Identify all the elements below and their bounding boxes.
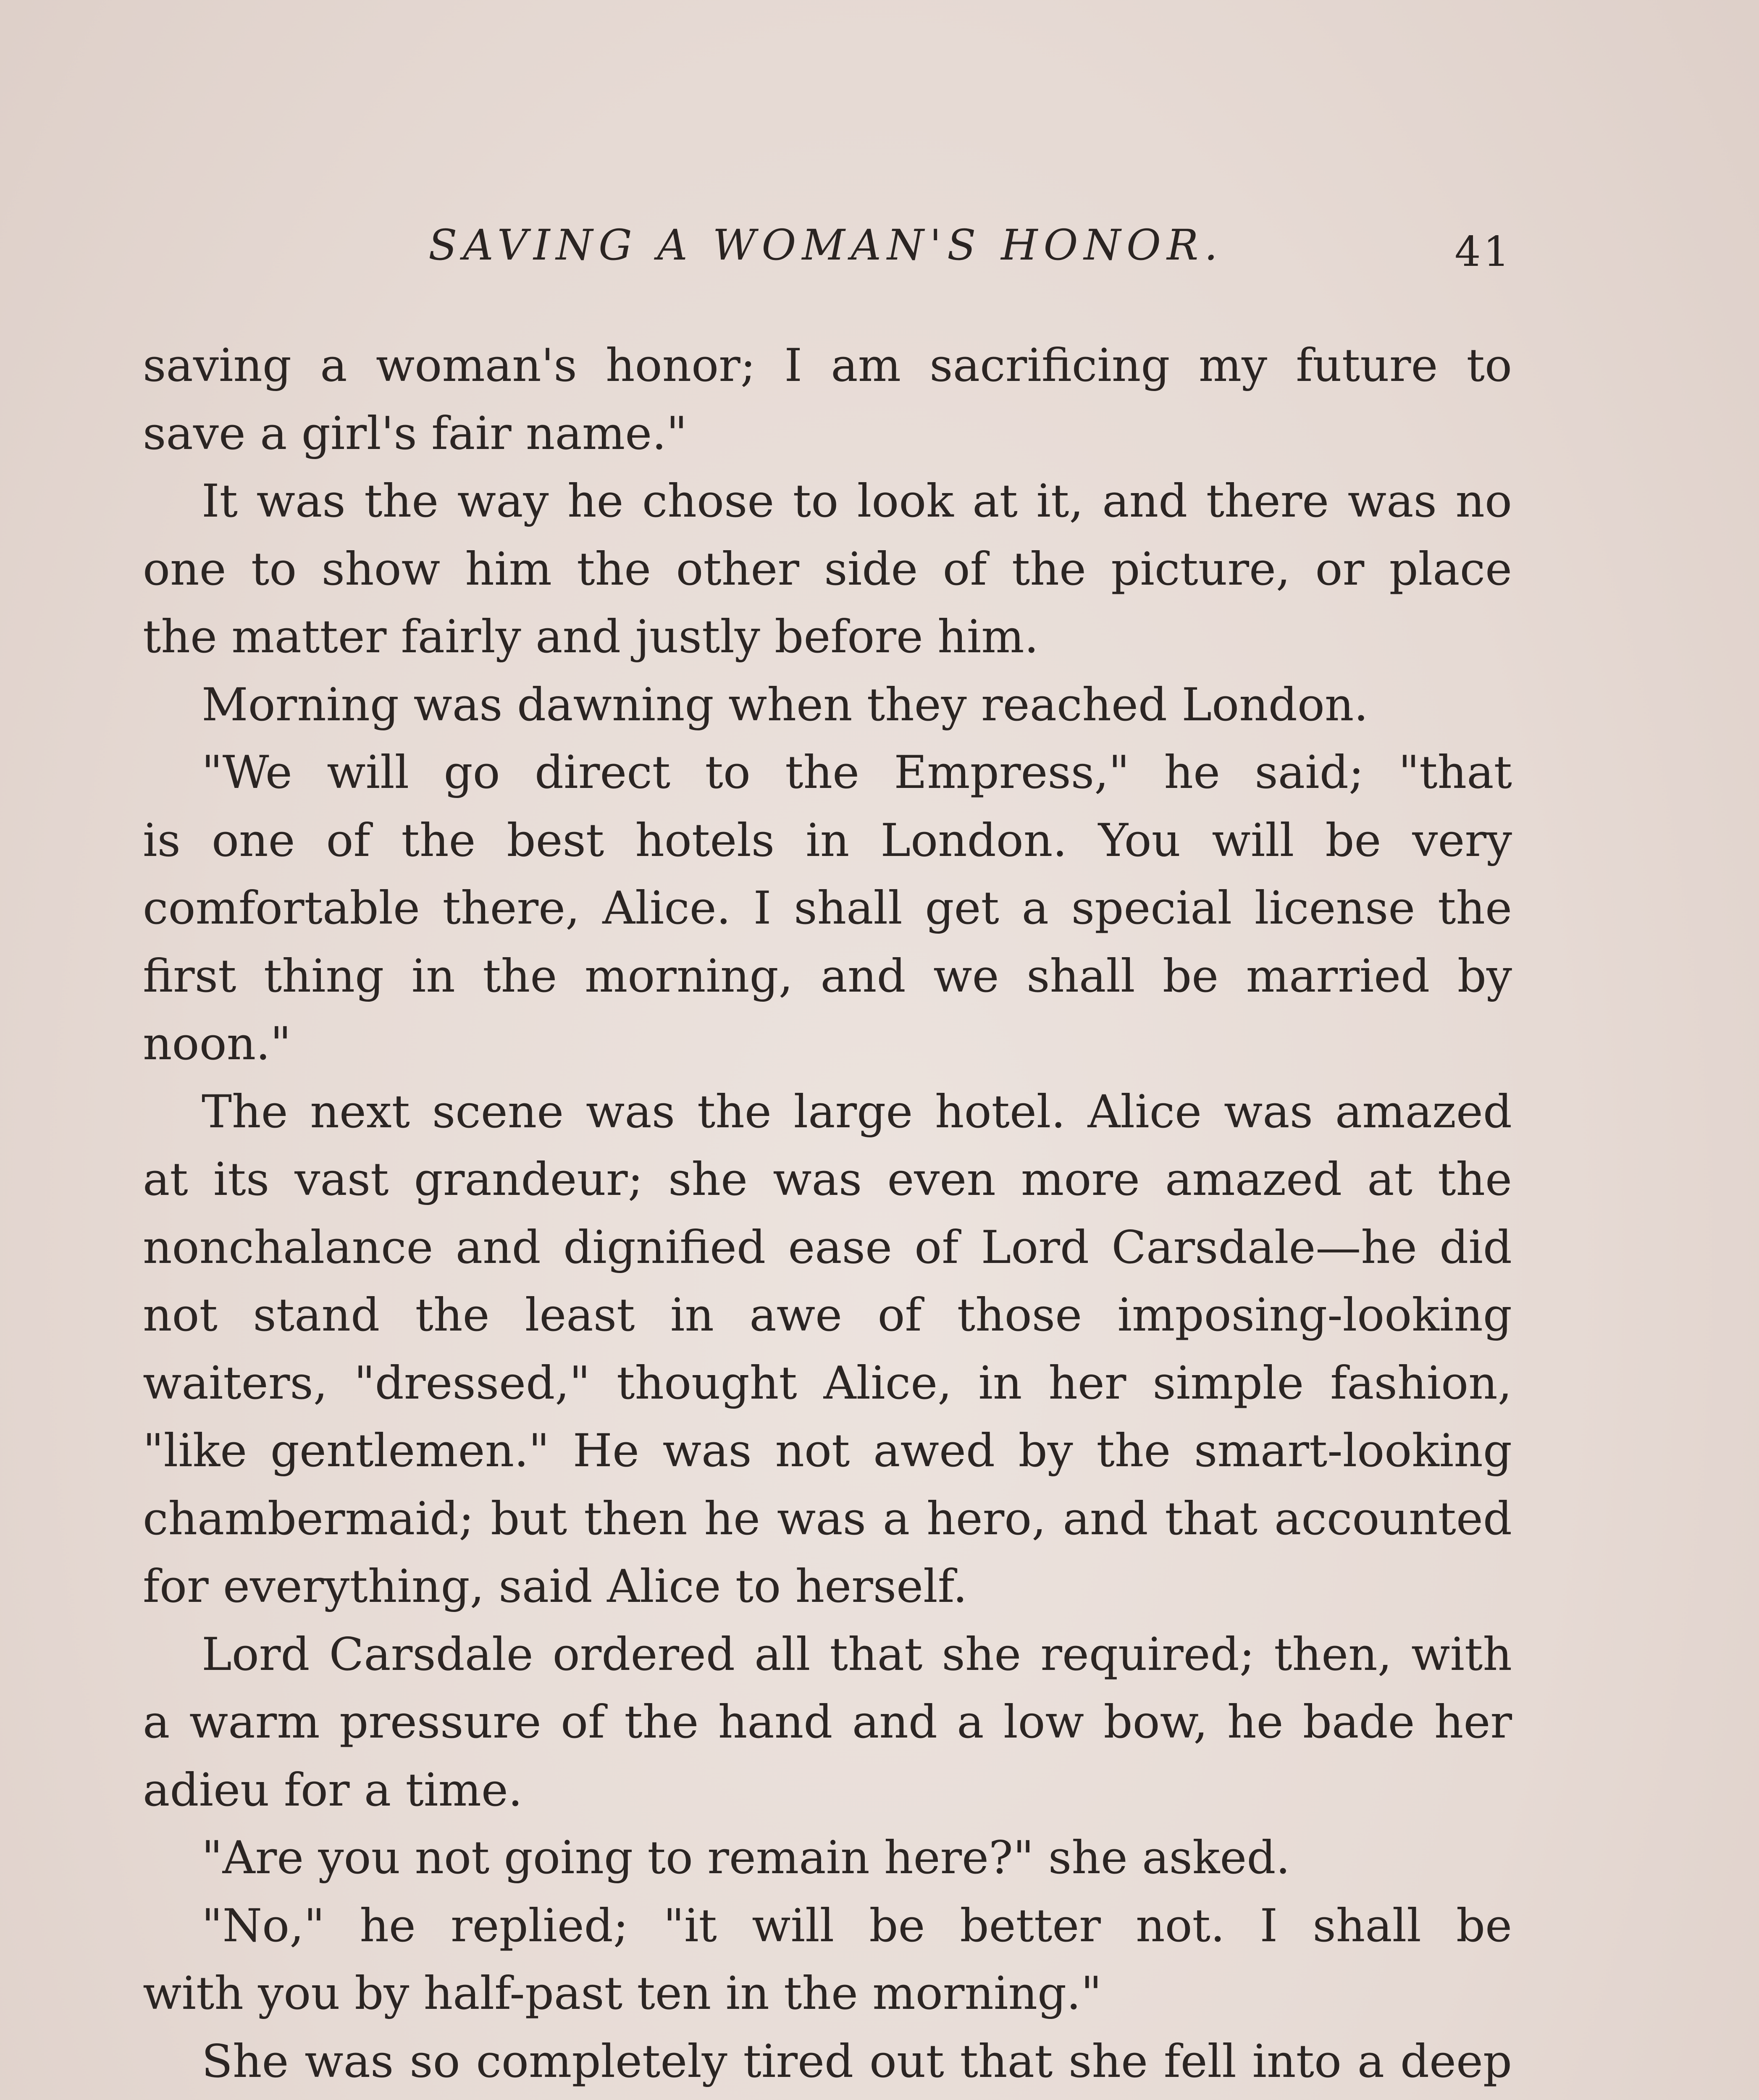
text-line: the matter fairly and justly before him. — [143, 611, 1039, 663]
text-line: Morning was dawning when they reached London. — [202, 678, 1368, 731]
running-title: SAVING A WOMAN'S HONOR. — [428, 220, 1224, 270]
text-line: nonchalance and dignified ease of Lord Carsdale—he did — [143, 1221, 1512, 1274]
text-line: with you by half-past ten in the morning." — [143, 1967, 1102, 2020]
text-line: noon." — [143, 1018, 291, 1070]
text-line — [143, 2095, 1512, 2100]
text-line: not stand the least in awe of those imposing-looking — [143, 1289, 1512, 1341]
text-line: a warm pressure of the hand and a low bow, he bade her — [143, 1696, 1512, 1748]
text-line: adieu for a time. — [143, 1764, 523, 1816]
body-text — [143, 332, 1512, 2100]
text-line: "We will go direct to the Empress," he said; "that — [202, 746, 1512, 799]
text-line: "like gentlemen." He was not awed by the smart-looking — [143, 1425, 1512, 1477]
text-line: saving a woman's honor; I am sacrificing my future to — [143, 339, 1512, 392]
text-line: for everything, said Alice to herself. — [143, 1560, 968, 1613]
text-line: comfortable there, Alice. I shall get a special license the — [143, 882, 1512, 934]
running-head — [143, 220, 1512, 284]
text-line: She was so completely tired out that she fell into a deep — [202, 2035, 1512, 2088]
text-line: Lord Carsdale ordered all that she required; then, with — [202, 1628, 1512, 1681]
text-line: The next scene was the large hotel. Alice was amazed — [202, 1085, 1512, 1138]
text-line: at its vast grandeur; she was even more amazed at the — [143, 1153, 1512, 1206]
text-line: chambermaid; but then he was a hero, and that accounted — [143, 1492, 1512, 1545]
page-number: 41 — [1454, 228, 1512, 276]
text-line: "No," he replied; "it will be better not. I shall be — [202, 1899, 1512, 1952]
text-line: is one of the best hotels in London. You will be very — [143, 814, 1512, 867]
text-line: one to show him the other side of the picture, or place — [143, 543, 1512, 596]
text-line: save a girl's fair name." — [143, 407, 688, 460]
text-line: waiters, "dressed," thought Alice, in her simple fashion, — [143, 1357, 1512, 1410]
text-line: first thing in the morning, and we shall be married by — [143, 950, 1512, 1003]
text-line: "Are you not going to remain here?" she asked. — [202, 1832, 1290, 1884]
text-line: It was the way he chose to look at it, and there was no — [202, 475, 1512, 528]
